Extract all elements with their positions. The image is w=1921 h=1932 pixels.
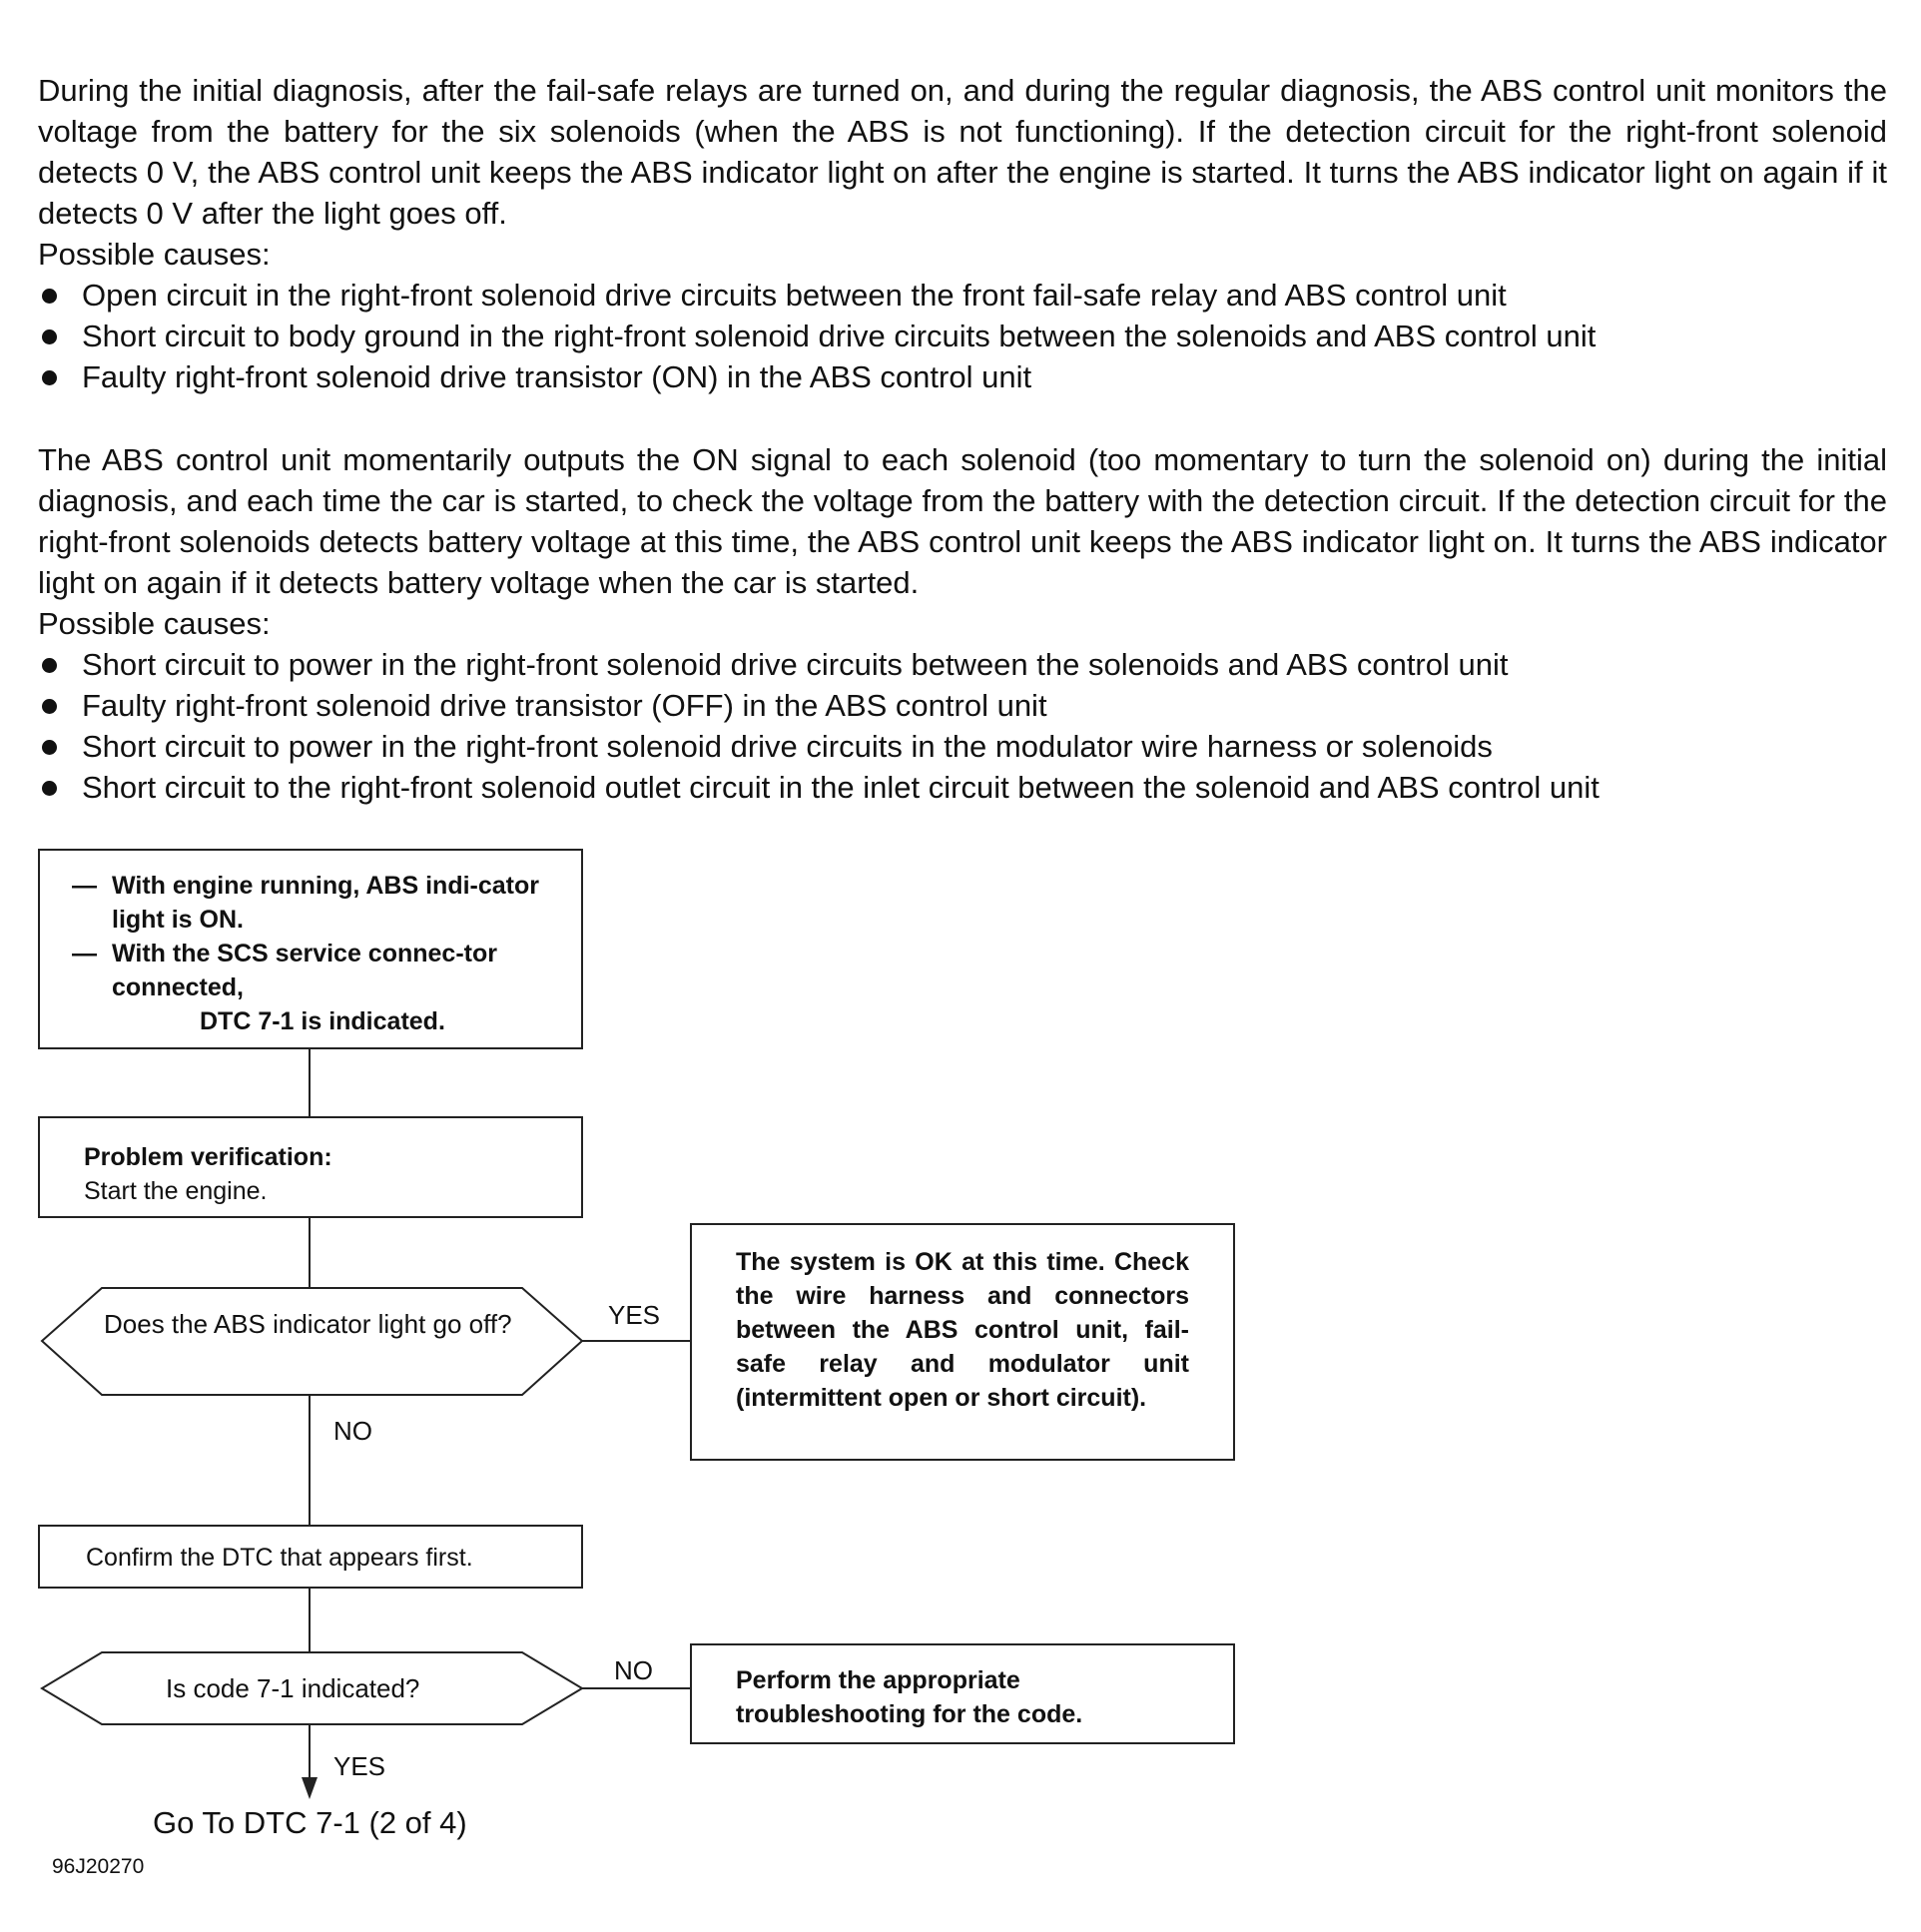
question1-yes-label: YES <box>608 1300 661 1330</box>
question2-text: Is code 7-1 indicated? <box>166 1673 420 1703</box>
section-2-causes-title: Possible causes: <box>38 606 271 641</box>
question2-no-label: NO <box>614 1655 653 1685</box>
goto-next-page: Go To DTC 7-1 (2 of 4) <box>153 1805 467 1840</box>
dash: — <box>72 872 97 900</box>
dash: — <box>72 940 97 967</box>
cause-item: Faulty right-front solenoid drive transistor (ON) in the ABS control unit <box>38 356 1887 397</box>
figure-id: 96J20270 <box>52 1855 145 1878</box>
symptom-condition-2-text: With the SCS service connec-tor connected, <box>112 940 497 1001</box>
verification-box <box>38 1116 583 1218</box>
section-1-causes-title: Possible causes: <box>38 237 271 272</box>
cause-item: Short circuit to body ground in the right-front solenoid drive circuits between the solenoids and ABS control unit <box>38 316 1887 356</box>
section-1-paragraph: During the initial diagnosis, after the fail-safe relays are turned on, and during the regular diagnosis, the ABS control unit monitors the voltage from the battery for the six solenoids (when the ABS is not functioning). If the detection circuit for the right-front solenoid detects 0 V, the ABS control unit keeps the ABS indicator light on after the engine is started. It turns the ABS indicator light on again if it detects 0 V after the light goes off. <box>38 73 1887 231</box>
system-ok-box: The system is OK at this time. Check the wire harness and connectors between the ABS control unit, fail-safe relay and modulator unit (intermittent open or short circuit). <box>690 1223 1235 1461</box>
cause-item: Open circuit in the right-front solenoid drive circuits between the front fail-safe relay and ABS control unit <box>38 275 1887 316</box>
symptom-condition-2 <box>52 937 565 1004</box>
perform-troubleshooting-box: Perform the appropriate troubleshooting for the code. <box>690 1643 1235 1744</box>
symptom-condition-1 <box>52 869 565 937</box>
verification-text: Start the engine. <box>84 1177 268 1205</box>
arrow-down-icon <box>302 1777 318 1799</box>
question1-text: Does the ABS indicator light go off? <box>104 1309 512 1339</box>
cause-item: Short circuit to power in the right-front solenoid drive circuits in the modulator wire harness or solenoids <box>38 726 1887 767</box>
symptom-condition-1-text: With engine running, ABS indi-cator light is ON. <box>112 872 539 934</box>
cause-item: Short circuit to power in the right-front solenoid drive circuits between the solenoids and ABS control unit <box>38 644 1887 685</box>
question1-no-label: NO <box>333 1416 372 1446</box>
verification-title: Problem verification: <box>84 1143 332 1171</box>
decision-question1-shape <box>42 1288 582 1395</box>
section-2-paragraph: The ABS control unit momentarily outputs the ON signal to each solenoid (too momentary to turn the solenoid on) during the initial diagnosis, and each time the car is started, to check the voltage from the battery with the detection circuit. If the detection circuit for the right-front solenoids detects battery voltage at this time, the ABS control unit keeps the ABS indicator light on. It turns the ABS indicator light on again if it detects battery voltage when the car is started. <box>38 442 1887 600</box>
question2-yes-label: YES <box>333 1751 386 1781</box>
symptom-dtc-line: DTC 7-1 is indicated. <box>200 1007 445 1035</box>
confirm-dtc-box: Confirm the DTC that appears first. <box>38 1525 583 1589</box>
symptom-box <box>38 849 583 1049</box>
cause-item: Short circuit to the right-front solenoid outlet circuit in the inlet circuit between the solenoid and ABS control unit <box>38 767 1887 808</box>
cause-item: Faulty right-front solenoid drive transistor (OFF) in the ABS control unit <box>38 685 1887 726</box>
